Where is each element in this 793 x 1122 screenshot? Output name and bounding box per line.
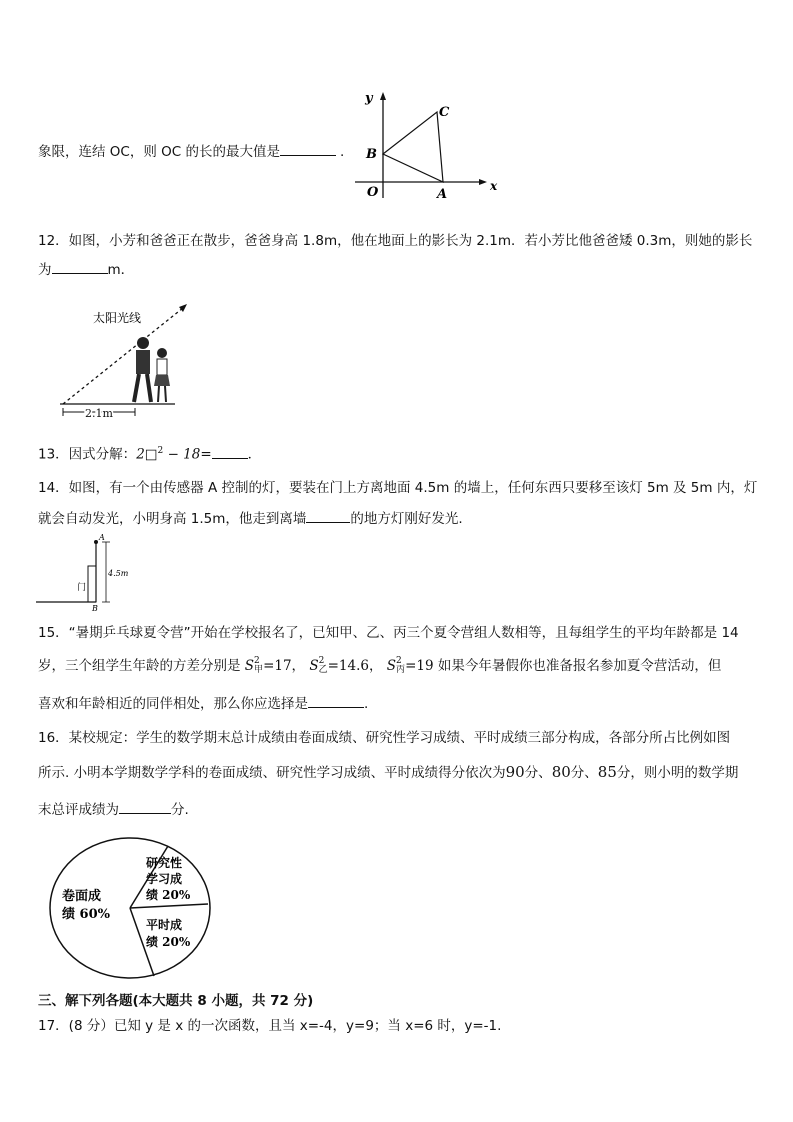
q15-line2: 岁，三个组学生年龄的方差分别是 S 2 甲 =17， S 2 乙 =14.6， S 2 丙 =19 如果今年暑假你也准备报名参加夏令营活动，但	[38, 656, 722, 675]
answer-blank[interactable]	[52, 259, 108, 274]
label-a: A	[437, 187, 448, 202]
label-b: B	[92, 604, 98, 612]
q17-text: 17．(8 分）已知 y 是 x 的一次函数，且当 x=-4，y=9；当 x=6 时，y=-1.	[38, 1018, 502, 1034]
slice-a-label-1: 卷面成	[62, 889, 102, 904]
answer-blank[interactable]	[280, 141, 336, 156]
answer-blank[interactable]	[212, 444, 248, 459]
q11-text: 象限，连结 OC，则 OC 的长的最大值是 .	[38, 141, 344, 162]
q13-text: 13．因式分解：2□$^2$ − 18= ．	[38, 441, 261, 465]
sensor-a-point	[94, 540, 98, 544]
height-label: 4.5m	[108, 569, 129, 578]
answer-blank[interactable]	[308, 693, 364, 708]
label-o: O	[367, 185, 379, 200]
lamp-figure	[36, 532, 136, 612]
triangle-abc	[383, 112, 443, 182]
sun-label: 太阳光线	[93, 311, 142, 325]
door-label: 门	[77, 583, 87, 593]
q16-line2: 所示. 小明本学期数学学科的卷面成绩、研究性学习成绩、平时成绩得分依次为90分、80分、85分，则小明的数学期	[38, 763, 739, 781]
label-x: x	[490, 179, 498, 193]
section-3-heading: 三、解下列各题(本大题共 8 小题，共 72 分)	[38, 993, 314, 1009]
answer-blank[interactable]	[119, 799, 171, 814]
dad-figure	[134, 337, 151, 402]
ray-arrow-icon	[179, 304, 187, 312]
slice-b-label-3: 绩 20%	[146, 888, 191, 902]
y-axis-arrow-icon	[380, 92, 386, 100]
q12-line2: 为 m．	[38, 259, 134, 280]
door	[88, 566, 96, 602]
x-axis-arrow-icon	[479, 179, 487, 185]
q15-line1: 15．“暑期乒乓球夏令营”开始在学校报名了，已知甲、乙、丙三个夏令营组人数相等，且每组学生的平均年龄都是 14	[38, 625, 739, 641]
label-y: y	[365, 91, 373, 106]
q16-line1: 16．某校规定：学生的数学期末总计成绩由卷面成绩、研究性学习成绩、平时成绩三部分构成，各部分所占比例如图	[38, 730, 731, 746]
label-a: A	[99, 533, 105, 542]
slice-b-label-2: 学习成	[146, 872, 183, 886]
label-b: B	[366, 147, 377, 162]
q12-line1: 12．如图，小芳和爸爸正在散步，爸爸身高 1.8m，他在地面上的影长为 2.1m．若小芳比他爸爸矮 0.3m，则她的影长	[38, 233, 753, 249]
q16-line3: 末总评成绩为 分.	[38, 799, 189, 820]
slice-a-label-2: 绩 60%	[62, 907, 110, 922]
q14-line1: 14．如图，有一个由传感器 A 控制的灯，要装在门上方离地面 4.5m 的墙上，任何东西只要移至该灯 5m 及 5m 内，灯	[38, 480, 758, 496]
q14-line2: 就会自动发光，小明身高 1.5m，他走到离墙 的地方灯刚好发光.	[38, 508, 463, 529]
length-label: 2.1m	[85, 407, 113, 420]
shadow-figure	[55, 290, 200, 420]
girl-figure	[154, 348, 170, 402]
pie-chart	[46, 836, 216, 984]
slice-c-label-1: 平时成	[146, 918, 183, 932]
slice-c-label-2: 绩 20%	[146, 935, 191, 949]
answer-blank[interactable]	[306, 508, 350, 523]
coordinate-figure	[355, 88, 500, 203]
label-c: C	[439, 105, 450, 120]
q15-line3: 喜欢和年龄相近的同伴相处，那么你应选择是 .	[38, 693, 368, 714]
slice-b-label-1: 研究性	[146, 856, 183, 870]
